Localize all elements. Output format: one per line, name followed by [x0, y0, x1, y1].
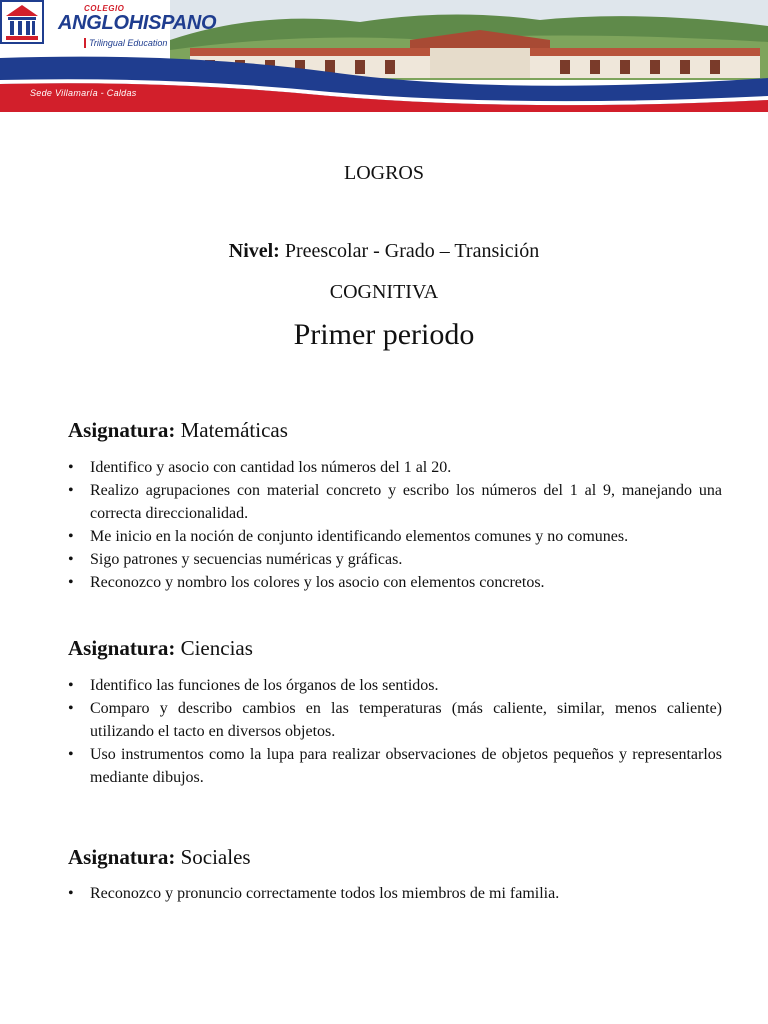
- section-title-ciencias: [68, 636, 253, 661]
- list-item: • Me inicio en la noción de conjunto identificando elementos comunes y no comunes.: [90, 525, 722, 548]
- list-item: • Realizo agrupaciones con material concreto y escribo los números del 1 al 9, manejando una correcta direccionalidad.: [90, 479, 722, 525]
- document-title: LOGROS: [343, 162, 424, 184]
- section-name: Matemáticas: [175, 418, 288, 442]
- section-title-matematicas: [68, 418, 288, 443]
- section-label: Asignatura:: [68, 845, 176, 869]
- header-banner: [0, 0, 768, 112]
- list-item: • Uso instrumentos como la lupa para realizar observaciones de objetos pequeños y representarlos mediante dibujos.: [90, 743, 722, 789]
- periodo-heading: Primer periodo: [293, 318, 475, 351]
- list-item: • Sigo patrones y secuencias numéricas y gráficas.: [90, 548, 722, 571]
- list-item: • Reconozco y pronuncio correctamente todos los miembros de mi familia.: [90, 882, 722, 905]
- list-item: • Reconozco y nombro los colores y los asocio con elementos concretos.: [90, 571, 722, 594]
- nivel-value: Preescolar - Grado – Transición: [279, 240, 540, 262]
- section-label: Asignatura:: [68, 636, 176, 660]
- nivel-label: Nivel:: [228, 240, 280, 262]
- section-name: Sociales: [175, 845, 251, 869]
- school-logo-icon: [0, 0, 44, 44]
- section-name: Ciencias: [175, 636, 253, 660]
- sede-label: Sede Villamaría - Caldas: [30, 88, 137, 98]
- list-ciencias: [68, 674, 722, 789]
- list-item: • Identifico las funciones de los órganos de los sentidos.: [90, 674, 722, 697]
- school-prefix: COLEGIO: [84, 4, 125, 13]
- list-matematicas: [68, 456, 722, 594]
- area-heading: COGNITIVA: [329, 281, 439, 303]
- list-item: • Identifico y asocio con cantidad los números del 1 al 20.: [90, 456, 722, 479]
- section-title-sociales: [68, 845, 251, 870]
- nivel-line: [0, 240, 768, 263]
- list-item: • Comparo y describo cambios en las temperaturas (más caliente, similar, menos caliente) utilizando el tacto en diversos objetos.: [90, 697, 722, 743]
- school-subtitle: Trilingual Education: [84, 38, 167, 48]
- school-name: ANGLOHISPANO: [58, 12, 217, 34]
- list-sociales: [68, 882, 722, 905]
- section-label: Asignatura:: [68, 418, 176, 442]
